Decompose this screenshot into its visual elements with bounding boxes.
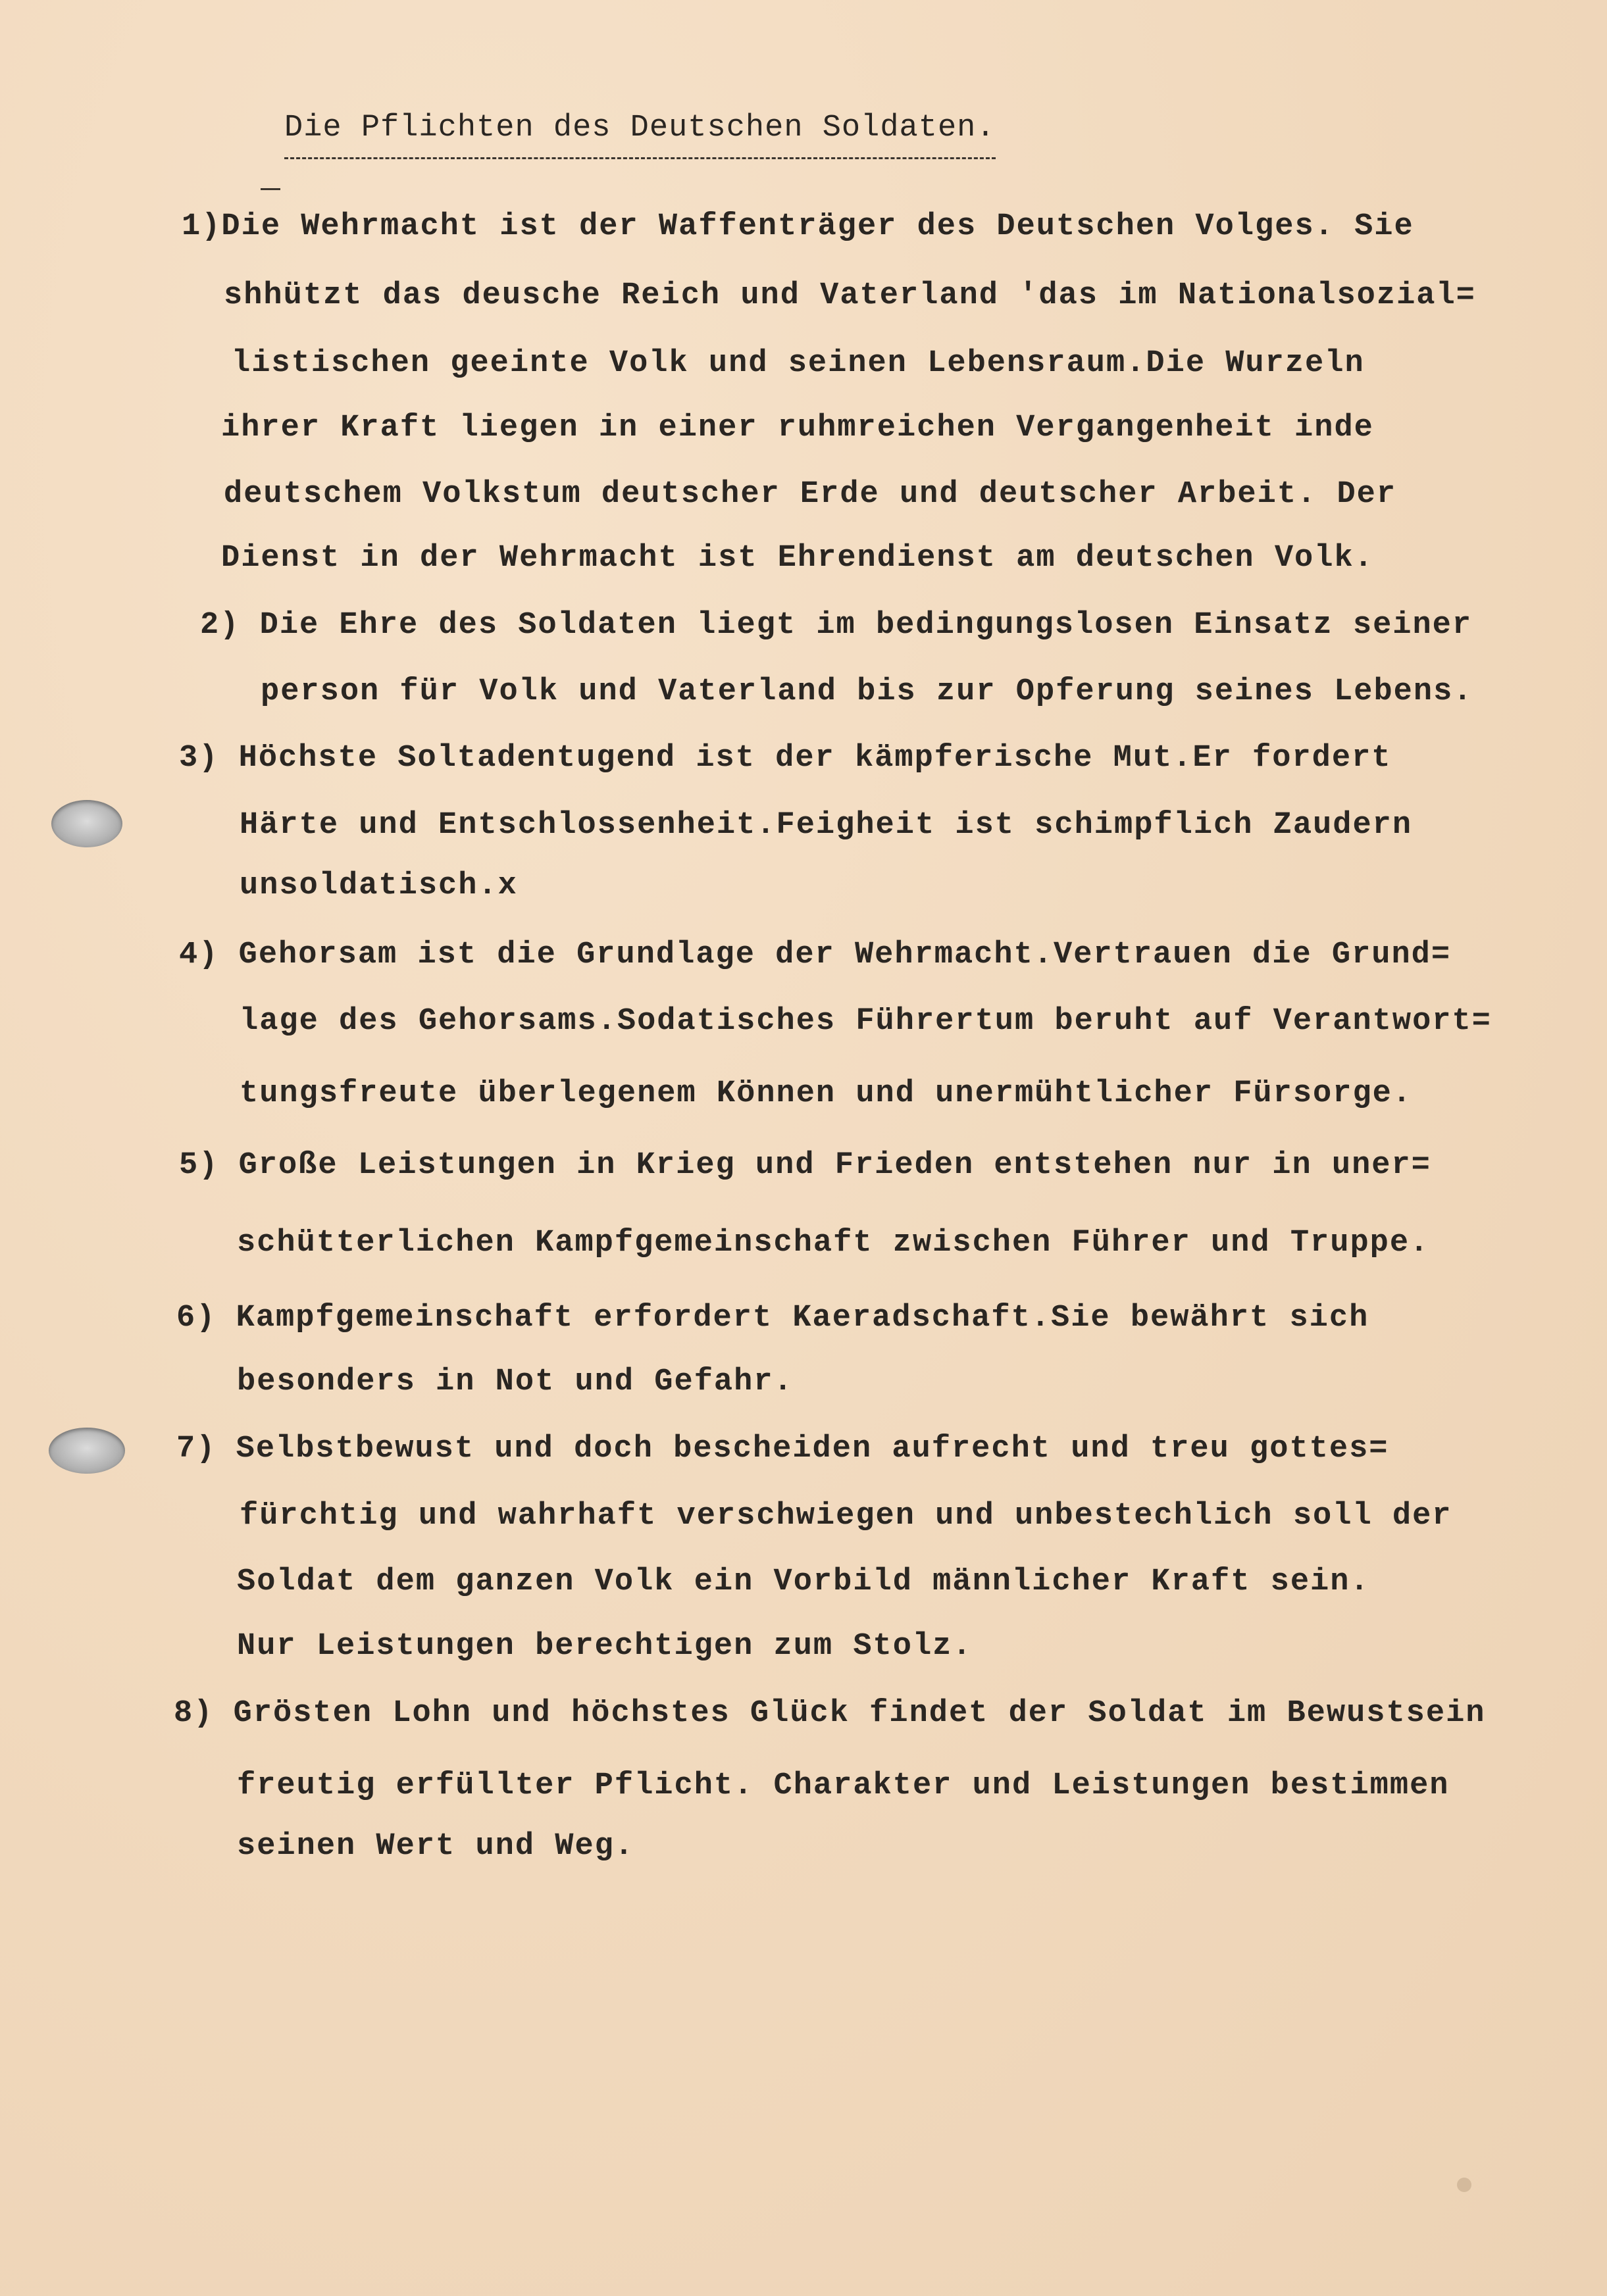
- text-line: 6) Kampfgemeinschaft erfordert Kaeradschaft.Sie bewährt sich: [176, 1301, 1369, 1335]
- paper-spot: [1457, 2178, 1471, 2192]
- text-line: 8) Grösten Lohn und höchstes Glück findet der Soldat im Bewustsein: [174, 1696, 1486, 1731]
- text-line: 5) Große Leistungen in Krieg und Frieden entstehen nur in uner=: [179, 1148, 1431, 1183]
- text-line: Härte und Entschlossenheit.Feigheit ist schimpflich Zaudern: [240, 808, 1413, 843]
- punch-hole-icon: [49, 1428, 125, 1474]
- text-line: Soldat dem ganzen Volk ein Vorbild männlicher Kraft sein.: [237, 1564, 1370, 1599]
- text-line: person für Volk und Vaterland bis zur Opferung seines Lebens.: [261, 674, 1473, 709]
- text-line: shhützt das deusche Reich und Vaterland 'das im Nationalsozial=: [224, 278, 1476, 313]
- text-line: schütterlichen Kampfgemeinschaft zwischen Führer und Truppe.: [237, 1226, 1430, 1260]
- text-line: lage des Gehorsams.Sodatisches Führertum beruht auf Verantwort=: [240, 1004, 1492, 1039]
- text-line: ihrer Kraft liegen in einer ruhmreichen Vergangenheit inde: [221, 411, 1374, 445]
- text-line: besonders in Not und Gefahr.: [237, 1364, 794, 1399]
- text-line: deutschem Volkstum deutscher Erde und deutscher Arbeit. Der: [224, 477, 1397, 512]
- punch-hole-icon: [51, 800, 122, 847]
- text-line: tungsfreute überlegenem Können und unermühtlicher Fürsorge.: [240, 1076, 1413, 1111]
- text-line: Dienst in der Wehrmacht ist Ehrendienst am deutschen Volk.: [221, 541, 1374, 576]
- text-line: Nur Leistungen berechtigen zum Stolz.: [237, 1629, 973, 1664]
- title-margin-mark: [261, 188, 280, 190]
- text-line: seinen Wert und Weg.: [237, 1829, 635, 1864]
- text-line: 7) Selbstbewust und doch bescheiden aufrecht und treu gottes=: [176, 1432, 1389, 1466]
- text-line: unsoldatisch.x: [240, 868, 518, 903]
- text-line: 1)Die Wehrmacht ist der Waffenträger des Deutschen Volges. Sie: [182, 209, 1414, 244]
- document-title: Die Pflichten des Deutschen Soldaten.: [284, 111, 996, 159]
- text-line: 4) Gehorsam ist die Grundlage der Wehrmacht.Vertrauen die Grund=: [179, 937, 1452, 972]
- text-line: 2) Die Ehre des Soldaten liegt im bedingungslosen Einsatz seiner: [200, 608, 1473, 643]
- text-line: fürchtig und wahrhaft verschwiegen und unbestechlich soll der: [240, 1499, 1452, 1534]
- text-line: 3) Höchste Soltadentugend ist der kämpferische Mut.Er fordert: [179, 741, 1392, 776]
- text-line: listischen geeinte Volk und seinen Lebensraum.Die Wurzeln: [232, 346, 1365, 381]
- text-line: freutig erfüllter Pflicht. Charakter und Leistungen bestimmen: [237, 1768, 1450, 1803]
